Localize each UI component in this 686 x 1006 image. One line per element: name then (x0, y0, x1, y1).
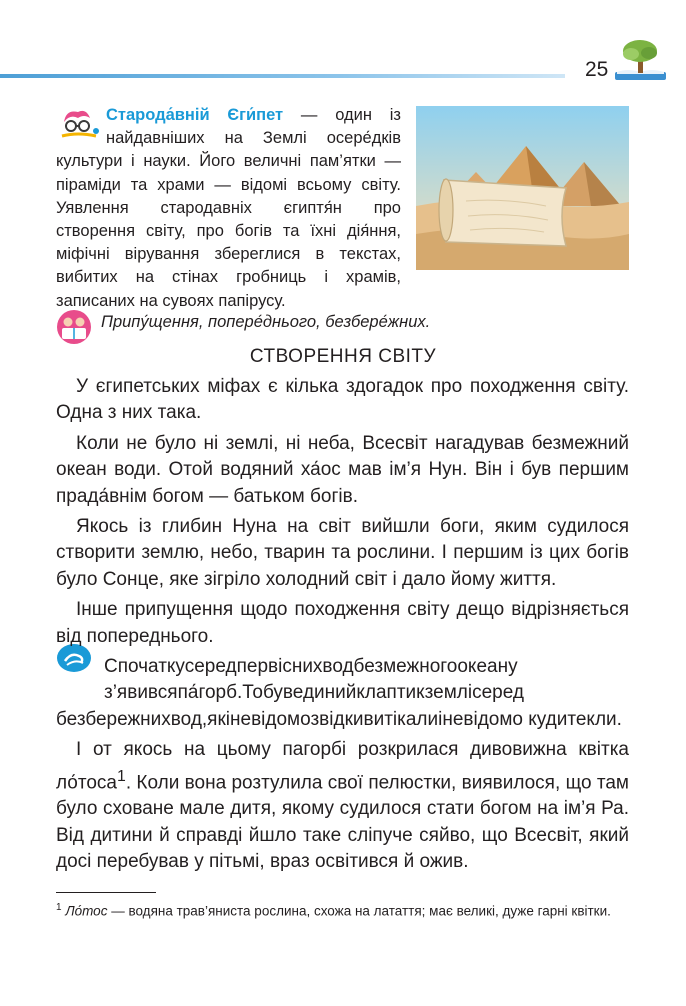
lotus-sentence: І от якось на цьому пагорбі розкрилася дивовижна квітка ло́тоса (56, 739, 629, 794)
footnote-number: 1 (56, 902, 62, 913)
paragraph: У єгипетських міфах є кілька здогадок про походження світу. Одна з них така. (56, 376, 629, 424)
footnote-marker: 1 (117, 767, 126, 785)
footnote-term: Ло́тос (65, 903, 108, 919)
paragraph-listen (56, 654, 629, 733)
paragraph (56, 737, 629, 875)
section-title: СТВОРЕННЯ СВІТУ (249, 346, 437, 367)
page-number: 25 (585, 58, 609, 81)
listen-paragraph-text: Спочаткусередпервіснихводбезмежногоокеану з’явивсяпа́горб.Тобувединийклаптикземлісеред безбережнихвод,якіневідомозвідкивитікалиіневідомо кудитекли. (56, 656, 622, 730)
paragraph: Коли не було ні землі, ні неба, Всесвіт нагадував безмежний океан води. Отой водяний ха́ос мав ім’я Нун. Він і був першим прада́внім богом — батьком богів. (56, 432, 629, 507)
footnote-divider (56, 892, 156, 893)
footnote (56, 898, 616, 922)
tree-logo-icon (613, 38, 668, 82)
reading-hint: Припу́щення, попере́днього, безбере́жних. (101, 313, 431, 331)
intro-term: Старода́вній Єги́пет (106, 106, 284, 124)
egypt-illustration (416, 106, 629, 270)
paragraph: Інше припущення щодо походження світу дещо відрізняється від попереднього. (56, 599, 629, 647)
intro-paragraph (56, 104, 401, 313)
lotus-continuation: . Коли вона розтулила свої пелюстки, виявилося, що там було сховане мале дитя, якому судилося стати богом на ім’я Ра. Від дитини й справді йшло таке сліпуче сяйво, що Всесвіт, який досі перебував у пітьмі, враз освітився й ожив. (56, 772, 629, 873)
paragraph: Якось із глибин Нуна на світ вийшли боги, яким судилося створити землю, небо, тварин та рослини. І першим із цих богів було Сонце, яке зігріло холодний світ і дало йому життя. (56, 516, 629, 590)
header-line (0, 74, 565, 78)
intro-body: — один із найдавніших на Землі осере́дків культури і науки. Його величні пам’ятки — піраміди та храми — відомі всьому світу. Уявлення стародавніх єгиптя́н про створення світу, про богів та їхні дія́ння, міфічні вірування збереглися в текстах, вибитих на стінах гробниць і храмів, записаних на сувоях папірусу. (56, 106, 401, 310)
main-text (56, 374, 629, 880)
footnote-text: — водяна трав’яниста рослина, схожа на латаття; має великі, дуже гарні квітки. (107, 903, 611, 919)
reading-children-icon (56, 309, 92, 345)
